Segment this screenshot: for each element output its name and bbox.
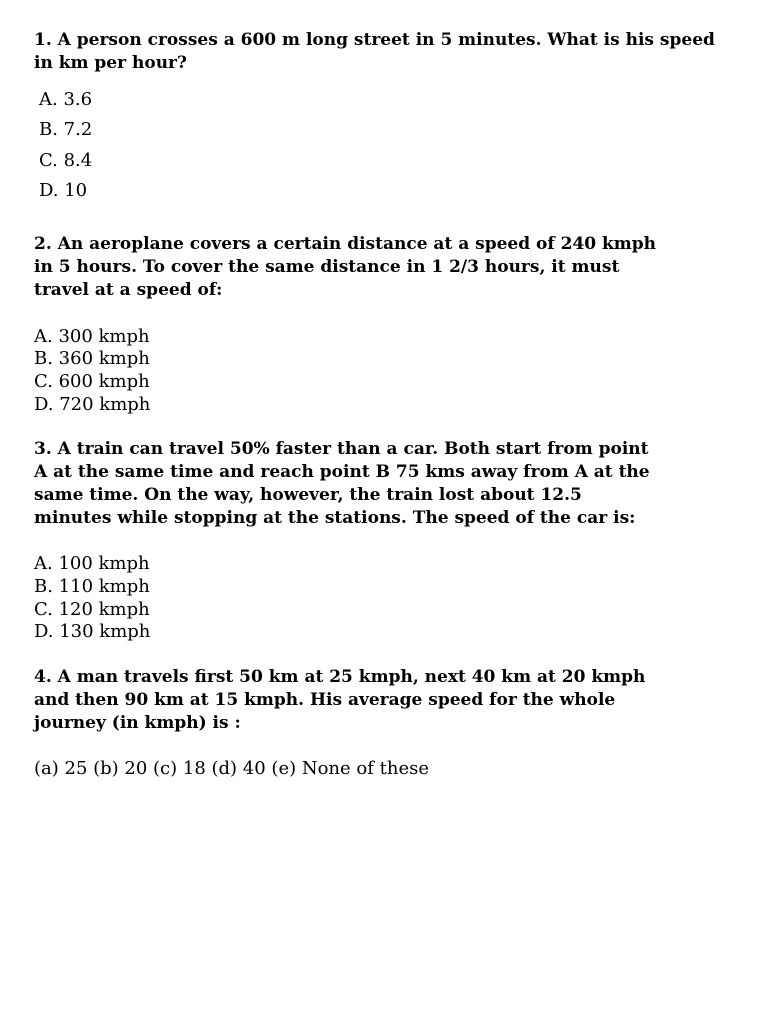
question-3-option-b: B. 110 kmph (34, 576, 150, 597)
question-4-text: 4. A man travels first 50 km at 25 kmph, next 40 km at 20 kmph and then 90 km at 15 kmph. His average speed for the whole journey (in kmph) is : (34, 667, 646, 733)
question-1-option-b: B. 7.2 (39, 119, 93, 140)
question-1-option-d: D. 10 (39, 180, 88, 201)
question-4-options: (a) 25 (b) 20 (c) 18 (d) 40 (e) None of these (34, 758, 429, 779)
question-1-option-a: A. 3.6 (39, 89, 93, 110)
question-3-option-c: C. 120 kmph (34, 599, 150, 620)
question-3-option-a: A. 100 kmph (34, 553, 150, 574)
question-2-option-a: A. 300 kmph (34, 326, 150, 347)
question-2-text: 2. An aeroplane covers a certain distance at a speed of 240 kmph in 5 hours. To cover the same distance in 1 2/3 hours, it must travel at a speed of: (34, 234, 657, 300)
question-3-text: 3. A train can travel 50% faster than a car. Both start from point A at the same time and reach point B 75 kms away from A at the same time. On the way, however, the train lost about 12.5 minutes while stopping at the stations. The speed of the car is: (34, 439, 650, 528)
question-2-option-b: B. 360 kmph (34, 348, 150, 369)
question-2-option-d: D. 720 kmph (34, 394, 151, 415)
question-1-text: 1. A person crosses a 600 m long street in 5 minutes. What is his speed in km per hour? (34, 30, 715, 73)
question-2-option-c: C. 600 kmph (34, 371, 150, 392)
question-3-option-d: D. 130 kmph (34, 621, 151, 642)
question-1-option-c: C. 8.4 (39, 150, 93, 171)
